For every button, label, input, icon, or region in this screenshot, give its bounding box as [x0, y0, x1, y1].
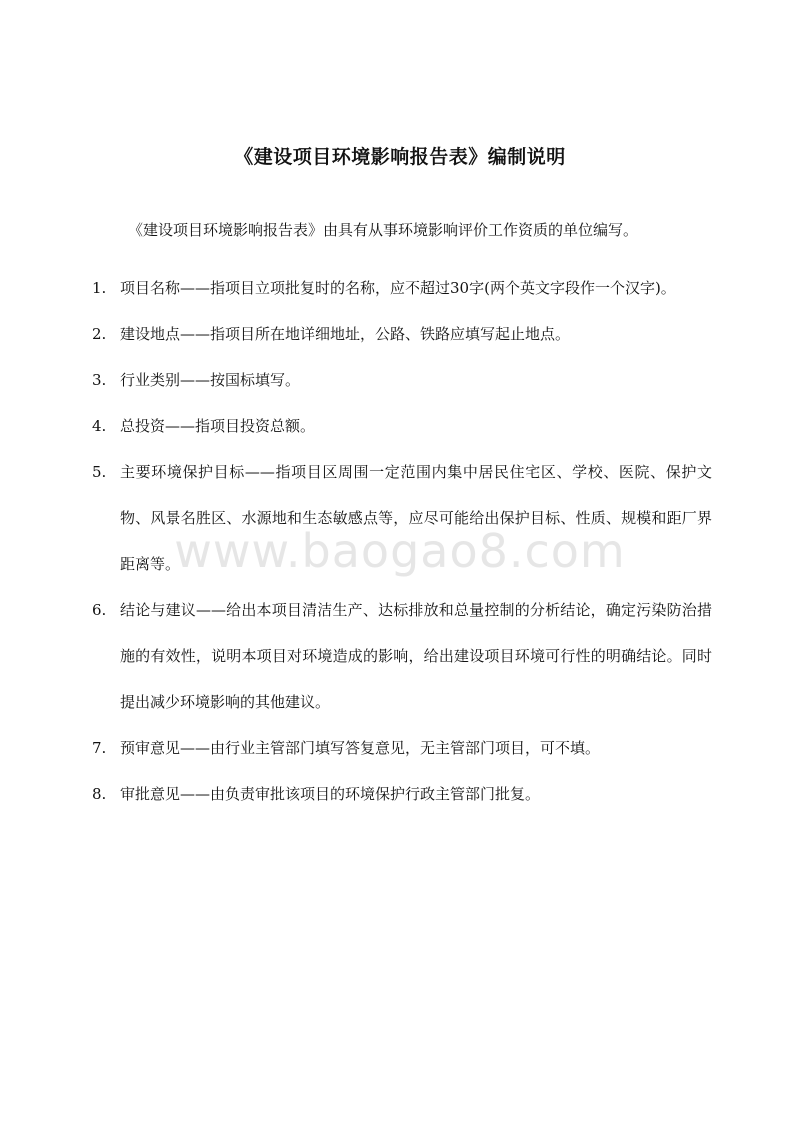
watermark: www.baogao8.com	[174, 524, 626, 578]
list-item	[92, 265, 712, 311]
item-text: 审批意见——由负责审批该项目的环境保护行政主管部门批复。	[120, 785, 541, 803]
item-number: 4.	[92, 417, 107, 435]
item-text: 行业类别——按国标填写。	[120, 371, 301, 389]
page-title: 《建设项目环境影响报告表》编制说明	[234, 146, 566, 168]
list-item	[92, 771, 712, 817]
item-number: 2.	[92, 325, 107, 343]
item-text: 总投资——指项目投资总额。	[120, 417, 316, 435]
item-text: 建设地点——指项目所在地详细地址，公路、铁路应填写起止地点。	[120, 325, 571, 343]
item-number: 7.	[92, 739, 107, 757]
item-text: 主要环境保护目标——指项目区周围一定范围内集中居民住宅区、学校、医院、保护文物、风景名胜区、水源地和生态敏感点等，应尽可能给出保护目标、性质、规模和距厂界距离等。	[120, 463, 712, 573]
item-text: 预审意见——由行业主管部门填写答复意见，无主管部门项目，可不填。	[120, 739, 601, 757]
instruction-list	[92, 265, 712, 817]
item-number: 3.	[92, 371, 107, 389]
intro-paragraph: 《建设项目环境影响报告表》由具有从事环境影响评价工作资质的单位编写。	[128, 221, 639, 239]
item-number: 5.	[92, 463, 107, 481]
list-item	[92, 587, 712, 725]
list-item	[92, 311, 712, 357]
item-text: 结论与建议——给出本项目清洁生产、达标排放和总量控制的分析结论，确定污染防治措施的有效性，说明本项目对环境造成的影响，给出建设项目环境可行性的明确结论。同时提出减少环境影响的其他建议。	[120, 601, 712, 711]
item-text: 项目名称——指项目立项批复时的名称，应不超过30字(两个英文字段作一个汉字)。	[120, 279, 676, 297]
list-item	[92, 403, 712, 449]
item-number: 8.	[92, 785, 107, 803]
item-number: 1.	[92, 279, 107, 297]
list-item	[92, 449, 712, 587]
item-number: 6.	[92, 601, 107, 619]
list-item	[92, 357, 712, 403]
list-item	[92, 725, 712, 771]
